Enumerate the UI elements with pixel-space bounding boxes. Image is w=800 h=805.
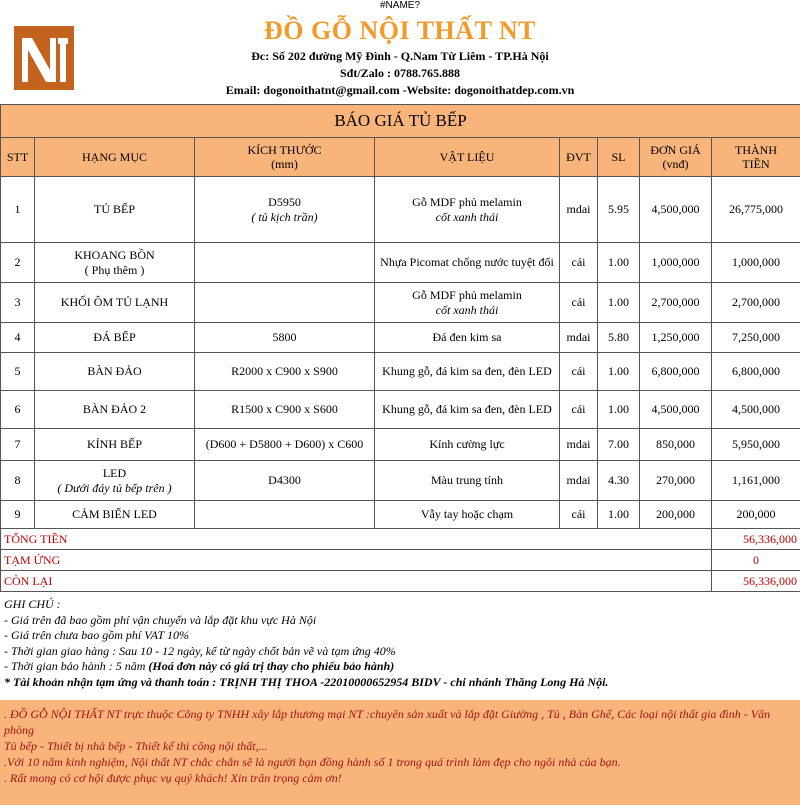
note-line bbox=[4, 659, 796, 675]
cell-qty: 5.95 bbox=[598, 177, 640, 243]
cell-size bbox=[195, 243, 375, 283]
warranty-text: - Thời gian bảo hành : 5 năm bbox=[4, 659, 149, 673]
cell-unit: cái bbox=[560, 391, 598, 429]
table-row bbox=[1, 283, 800, 323]
summary-advance-label: TẠM ỨNG bbox=[1, 550, 712, 571]
quotation-table bbox=[0, 104, 800, 592]
cell-price: 1,250,000 bbox=[640, 323, 712, 353]
cell-material bbox=[375, 177, 560, 243]
cell-qty: 1.00 bbox=[598, 353, 640, 391]
table-row bbox=[1, 243, 800, 283]
cell-qty: 5.80 bbox=[598, 323, 640, 353]
cell-stt: 9 bbox=[1, 501, 35, 529]
material-value: Gỗ MDF phủ melamin bbox=[412, 287, 522, 302]
footer-line: . ĐỒ GỖ NỘI THẤT NT trực thuộc Công ty TNHH xây lắp thương mại NT :chuyên sản xuất và lắp đặt Giường , Tủ , Bàn Ghế, Các loại nội thất gia đình - Văn phòng bbox=[4, 707, 771, 737]
cell-material bbox=[375, 283, 560, 323]
cell-qty: 1.00 bbox=[598, 501, 640, 529]
cell-unit: cái bbox=[560, 501, 598, 529]
summary-remain-value: 56,336,000 bbox=[712, 571, 800, 592]
cell-stt: 8 bbox=[1, 461, 35, 501]
cell-error-tag: #NAME? bbox=[379, 0, 420, 11]
cell-material: Nhựa Picomat chống nước tuyệt đối bbox=[375, 243, 560, 283]
cell-item: BÀN ĐẢO bbox=[35, 353, 195, 391]
company-email-website: Email: dogonoithatnt@gmail.com -Website: dogonoithatdep.com.vn bbox=[225, 83, 575, 97]
summary-total-value: 56,336,000 bbox=[712, 529, 800, 550]
cell-stt: 1 bbox=[1, 177, 35, 243]
note-line: - Giá trên chưa bao gồm phí VAT 10% bbox=[4, 628, 189, 642]
cell-size: 5800 bbox=[195, 323, 375, 353]
cell-price: 6,800,000 bbox=[640, 353, 712, 391]
company-address: Đc: Số 202 đường Mỹ Đình - Q.Nam Từ Liêm - TP.Hà Nội bbox=[251, 49, 549, 63]
cell-qty: 1.00 bbox=[598, 243, 640, 283]
material-note: cốt xanh thái bbox=[435, 209, 499, 224]
table-title-row bbox=[1, 105, 800, 138]
summary-advance-value: 0 bbox=[712, 550, 800, 571]
cell-unit: cái bbox=[560, 353, 598, 391]
cell-price: 850,000 bbox=[640, 429, 712, 461]
cell-stt: 7 bbox=[1, 429, 35, 461]
col-header-qty: SL bbox=[598, 138, 640, 177]
cell-qty: 4.30 bbox=[598, 461, 640, 501]
cell-item: CẢM BIẾN LED bbox=[35, 501, 195, 529]
cell-price: 4,500,000 bbox=[640, 177, 712, 243]
price-header-label: ĐƠN GIÁ bbox=[650, 143, 701, 157]
cell-size: R1500 x C900 x S600 bbox=[195, 391, 375, 429]
cell-total: 1,000,000 bbox=[712, 243, 800, 283]
cell-item: KÍNH BẾP bbox=[35, 429, 195, 461]
summary-total-label: TỔNG TIỀN bbox=[1, 529, 712, 550]
summary-advance-row bbox=[1, 550, 800, 571]
table-title: BÁO GIÁ TỦ BẾP bbox=[1, 105, 800, 138]
cell-item bbox=[35, 243, 195, 283]
cell-material: Khung gỗ, đá kim sa đen, đèn LED bbox=[375, 391, 560, 429]
cell-price: 270,000 bbox=[640, 461, 712, 501]
cell-size: R2000 x C900 x S900 bbox=[195, 353, 375, 391]
cell-stt: 4 bbox=[1, 323, 35, 353]
cell-total: 5,950,000 bbox=[712, 429, 800, 461]
cell-total: 2,700,000 bbox=[712, 283, 800, 323]
notes-title: GHI CHÚ : bbox=[4, 597, 61, 611]
cell-item: KHỐI ÔM TỦ LẠNH bbox=[35, 283, 195, 323]
cell-item bbox=[35, 461, 195, 501]
cell-material: Đá đen kim sa bbox=[375, 323, 560, 353]
cell-stt: 6 bbox=[1, 391, 35, 429]
cell-total: 200,000 bbox=[712, 501, 800, 529]
summary-remain-row bbox=[1, 571, 800, 592]
bank-account-line: * Tài khoản nhận tạm ứng và thanh toán : TRỊNH THỊ THOA -22010000652954 BIDV - chi nhánh Thăng Long Hà Nội. bbox=[4, 674, 609, 689]
cell-size bbox=[195, 501, 375, 529]
cell-price: 4,500,000 bbox=[640, 391, 712, 429]
item-value: LED bbox=[102, 465, 127, 480]
cell-unit: mdai bbox=[560, 177, 598, 243]
footer-banner bbox=[0, 700, 800, 805]
col-header-material: VẬT LIỆU bbox=[375, 138, 560, 177]
cell-total: 7,250,000 bbox=[712, 323, 800, 353]
cell-size: D4300 bbox=[195, 461, 375, 501]
col-header-price bbox=[640, 138, 712, 177]
cell-price: 1,000,000 bbox=[640, 243, 712, 283]
cell-total: 1,161,000 bbox=[712, 461, 800, 501]
note-line: - Thời gian giao hàng : Sau 10 - 12 ngày, kể từ ngày chốt bản vẽ và tạm ứng 40% bbox=[4, 643, 396, 658]
cell-qty: 1.00 bbox=[598, 391, 640, 429]
cell-item: BÀN ĐẢO 2 bbox=[35, 391, 195, 429]
size-note: ( tủ kịch trần) bbox=[251, 209, 318, 224]
cell-qty: 1.00 bbox=[598, 283, 640, 323]
nt-logo-icon bbox=[14, 26, 74, 90]
cell-size: (D600 + D5800 + D600) x C600 bbox=[195, 429, 375, 461]
footer-line: . Rất mong có cơ hội được phục vụ quý khách! Xin trân trọng cảm ơn! bbox=[4, 771, 342, 785]
col-header-item: HẠNG MỤC bbox=[35, 138, 195, 177]
cell-unit: cái bbox=[560, 283, 598, 323]
company-phone: Sđt/Zalo : 0788.765.888 bbox=[339, 66, 460, 80]
table-row bbox=[1, 429, 800, 461]
col-header-size bbox=[195, 138, 375, 177]
cell-unit: mdai bbox=[560, 323, 598, 353]
material-value: Gỗ MDF phủ melamin bbox=[412, 194, 522, 209]
footer-line: .Với 10 năm kinh nghiệm, Nội thất NT chắc chắn sẽ là người bạn đồng hành số 1 trong quá trình làm đẹp cho ngôi nhà của bạn. bbox=[4, 755, 621, 769]
cell-stt: 5 bbox=[1, 353, 35, 391]
cell-material: Khung gỗ, đá kim sa đen, đèn LED bbox=[375, 353, 560, 391]
notes-section bbox=[4, 597, 796, 690]
cell-stt: 2 bbox=[1, 243, 35, 283]
warranty-note: (Hoá đơn này có giá trị thay cho phiếu bảo hành) bbox=[148, 659, 395, 673]
table-row bbox=[1, 353, 800, 391]
table-row bbox=[1, 177, 800, 243]
table-row bbox=[1, 501, 800, 529]
cell-total: 6,800,000 bbox=[712, 353, 800, 391]
cell-stt: 3 bbox=[1, 283, 35, 323]
table-row bbox=[1, 323, 800, 353]
col-header-unit: ĐVT bbox=[560, 138, 598, 177]
cell-price: 2,700,000 bbox=[640, 283, 712, 323]
cell-size bbox=[195, 283, 375, 323]
footer-line: Tủ bếp - Thiết bị nhà bếp - Thiết kế thi công nội thất,... bbox=[4, 739, 268, 753]
cell-total: 4,500,000 bbox=[712, 391, 800, 429]
cell-total: 26,775,000 bbox=[712, 177, 800, 243]
size-value: D5950 bbox=[268, 194, 301, 209]
company-logo bbox=[14, 26, 74, 90]
item-note: ( Phụ thêm ) bbox=[84, 262, 145, 277]
size-header-unit: (mm) bbox=[271, 157, 298, 171]
note-line: - Giá trên đã bao gồm phí vận chuyển và lắp đặt khu vực Hà Nội bbox=[4, 612, 317, 627]
summary-remain-label: CÒN LẠI bbox=[1, 571, 712, 592]
size-header-label: KÍCH THƯỚC bbox=[247, 143, 322, 157]
cell-qty: 7.00 bbox=[598, 429, 640, 461]
cell-material: Kính cường lực bbox=[375, 429, 560, 461]
cell-item: TỦ BẾP bbox=[35, 177, 195, 243]
summary-total-row bbox=[1, 529, 800, 550]
table-header-row bbox=[1, 138, 800, 177]
cell-unit: mdai bbox=[560, 429, 598, 461]
cell-material: Vẫy tay hoặc chạm bbox=[375, 501, 560, 529]
cell-material: Màu trung tính bbox=[375, 461, 560, 501]
col-header-total bbox=[712, 138, 800, 177]
item-value: KHOANG BỒN bbox=[74, 247, 155, 262]
price-header-unit: (vnđ) bbox=[662, 157, 689, 171]
cell-size bbox=[195, 177, 375, 243]
cell-item: ĐÁ BẾP bbox=[35, 323, 195, 353]
table-row bbox=[1, 391, 800, 429]
total-header-label-2: TIỀN bbox=[742, 157, 770, 171]
cell-unit: mdai bbox=[560, 461, 598, 501]
total-header-label: THÀNH bbox=[735, 143, 777, 157]
material-note: cốt xanh thái bbox=[435, 302, 499, 317]
col-header-stt: STT bbox=[1, 138, 35, 177]
table-row bbox=[1, 461, 800, 501]
company-name: ĐỒ GỖ NỘI THẤT NT bbox=[264, 16, 536, 45]
cell-unit: cái bbox=[560, 243, 598, 283]
company-info bbox=[150, 14, 650, 99]
cell-price: 200,000 bbox=[640, 501, 712, 529]
company-header bbox=[0, 14, 800, 102]
item-note: ( Dưới đáy tủ bếp trên ) bbox=[57, 480, 172, 495]
